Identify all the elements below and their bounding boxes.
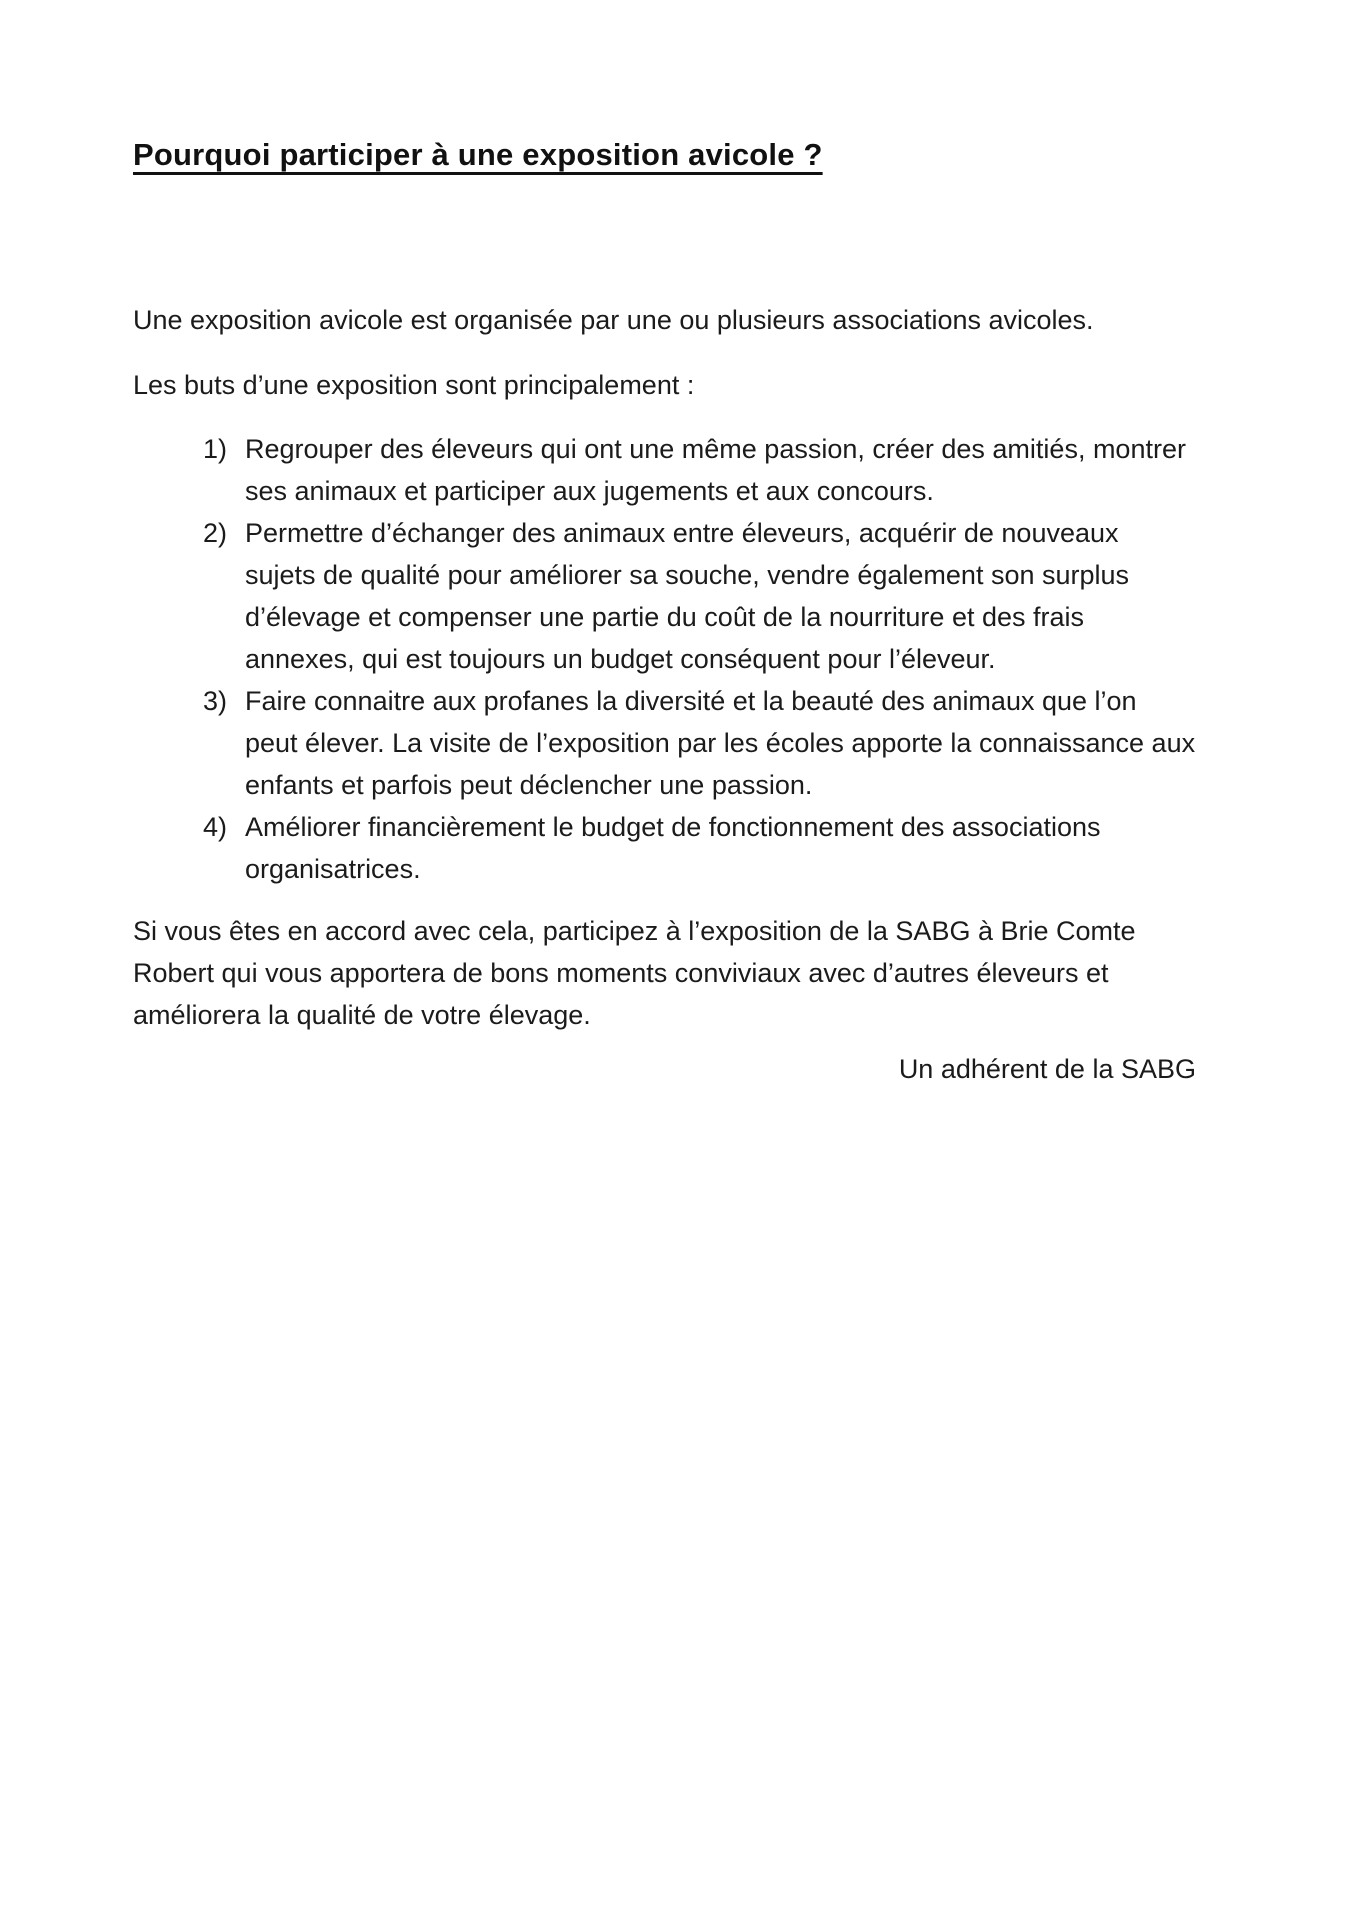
signoff: Un adhérent de la SABG [898,1054,1196,1084]
goal-item-3: Faire connaitre aux profanes la diversité et la beauté des animaux que l’on peut élever. La visite de l’exposition par les écoles apporte la connaissance aux enfants et parfois peut déclencher une passion. [245,686,1196,800]
goals-heading: Les buts d’une exposition sont principalement : [133,370,695,400]
goals-list [133,428,1196,890]
goal-item-1: Regrouper des éleveurs qui ont une même passion, créer des amitiés, montrer ses animaux et participer aux jugements et aux concours. [245,434,1186,506]
page-title: Pourquoi participer à une exposition avicole ? [133,137,823,172]
goal-item-2: Permettre d’échanger des animaux entre éleveurs, acquérir de nouveaux sujets de qualité pour améliorer sa souche, vendre également son surplus d’élevage et compenser une partie du coût de la nourriture et des frais annexes, qui est toujours un budget conséquent pour l’éleveur. [245,518,1130,674]
closing-paragraph: Si vous êtes en accord avec cela, participez à l’exposition de la SABG à Brie Comte Robert qui vous apportera de bons moments conviviaux avec d’autres éleveurs et améliorera la qualité de votre élevage. [133,916,1136,1030]
intro-paragraph: Une exposition avicole est organisée par une ou plusieurs associations avicoles. [133,305,1094,335]
goal-item-4: Améliorer financièrement le budget de fonctionnement des associations organisatrices. [245,812,1101,884]
